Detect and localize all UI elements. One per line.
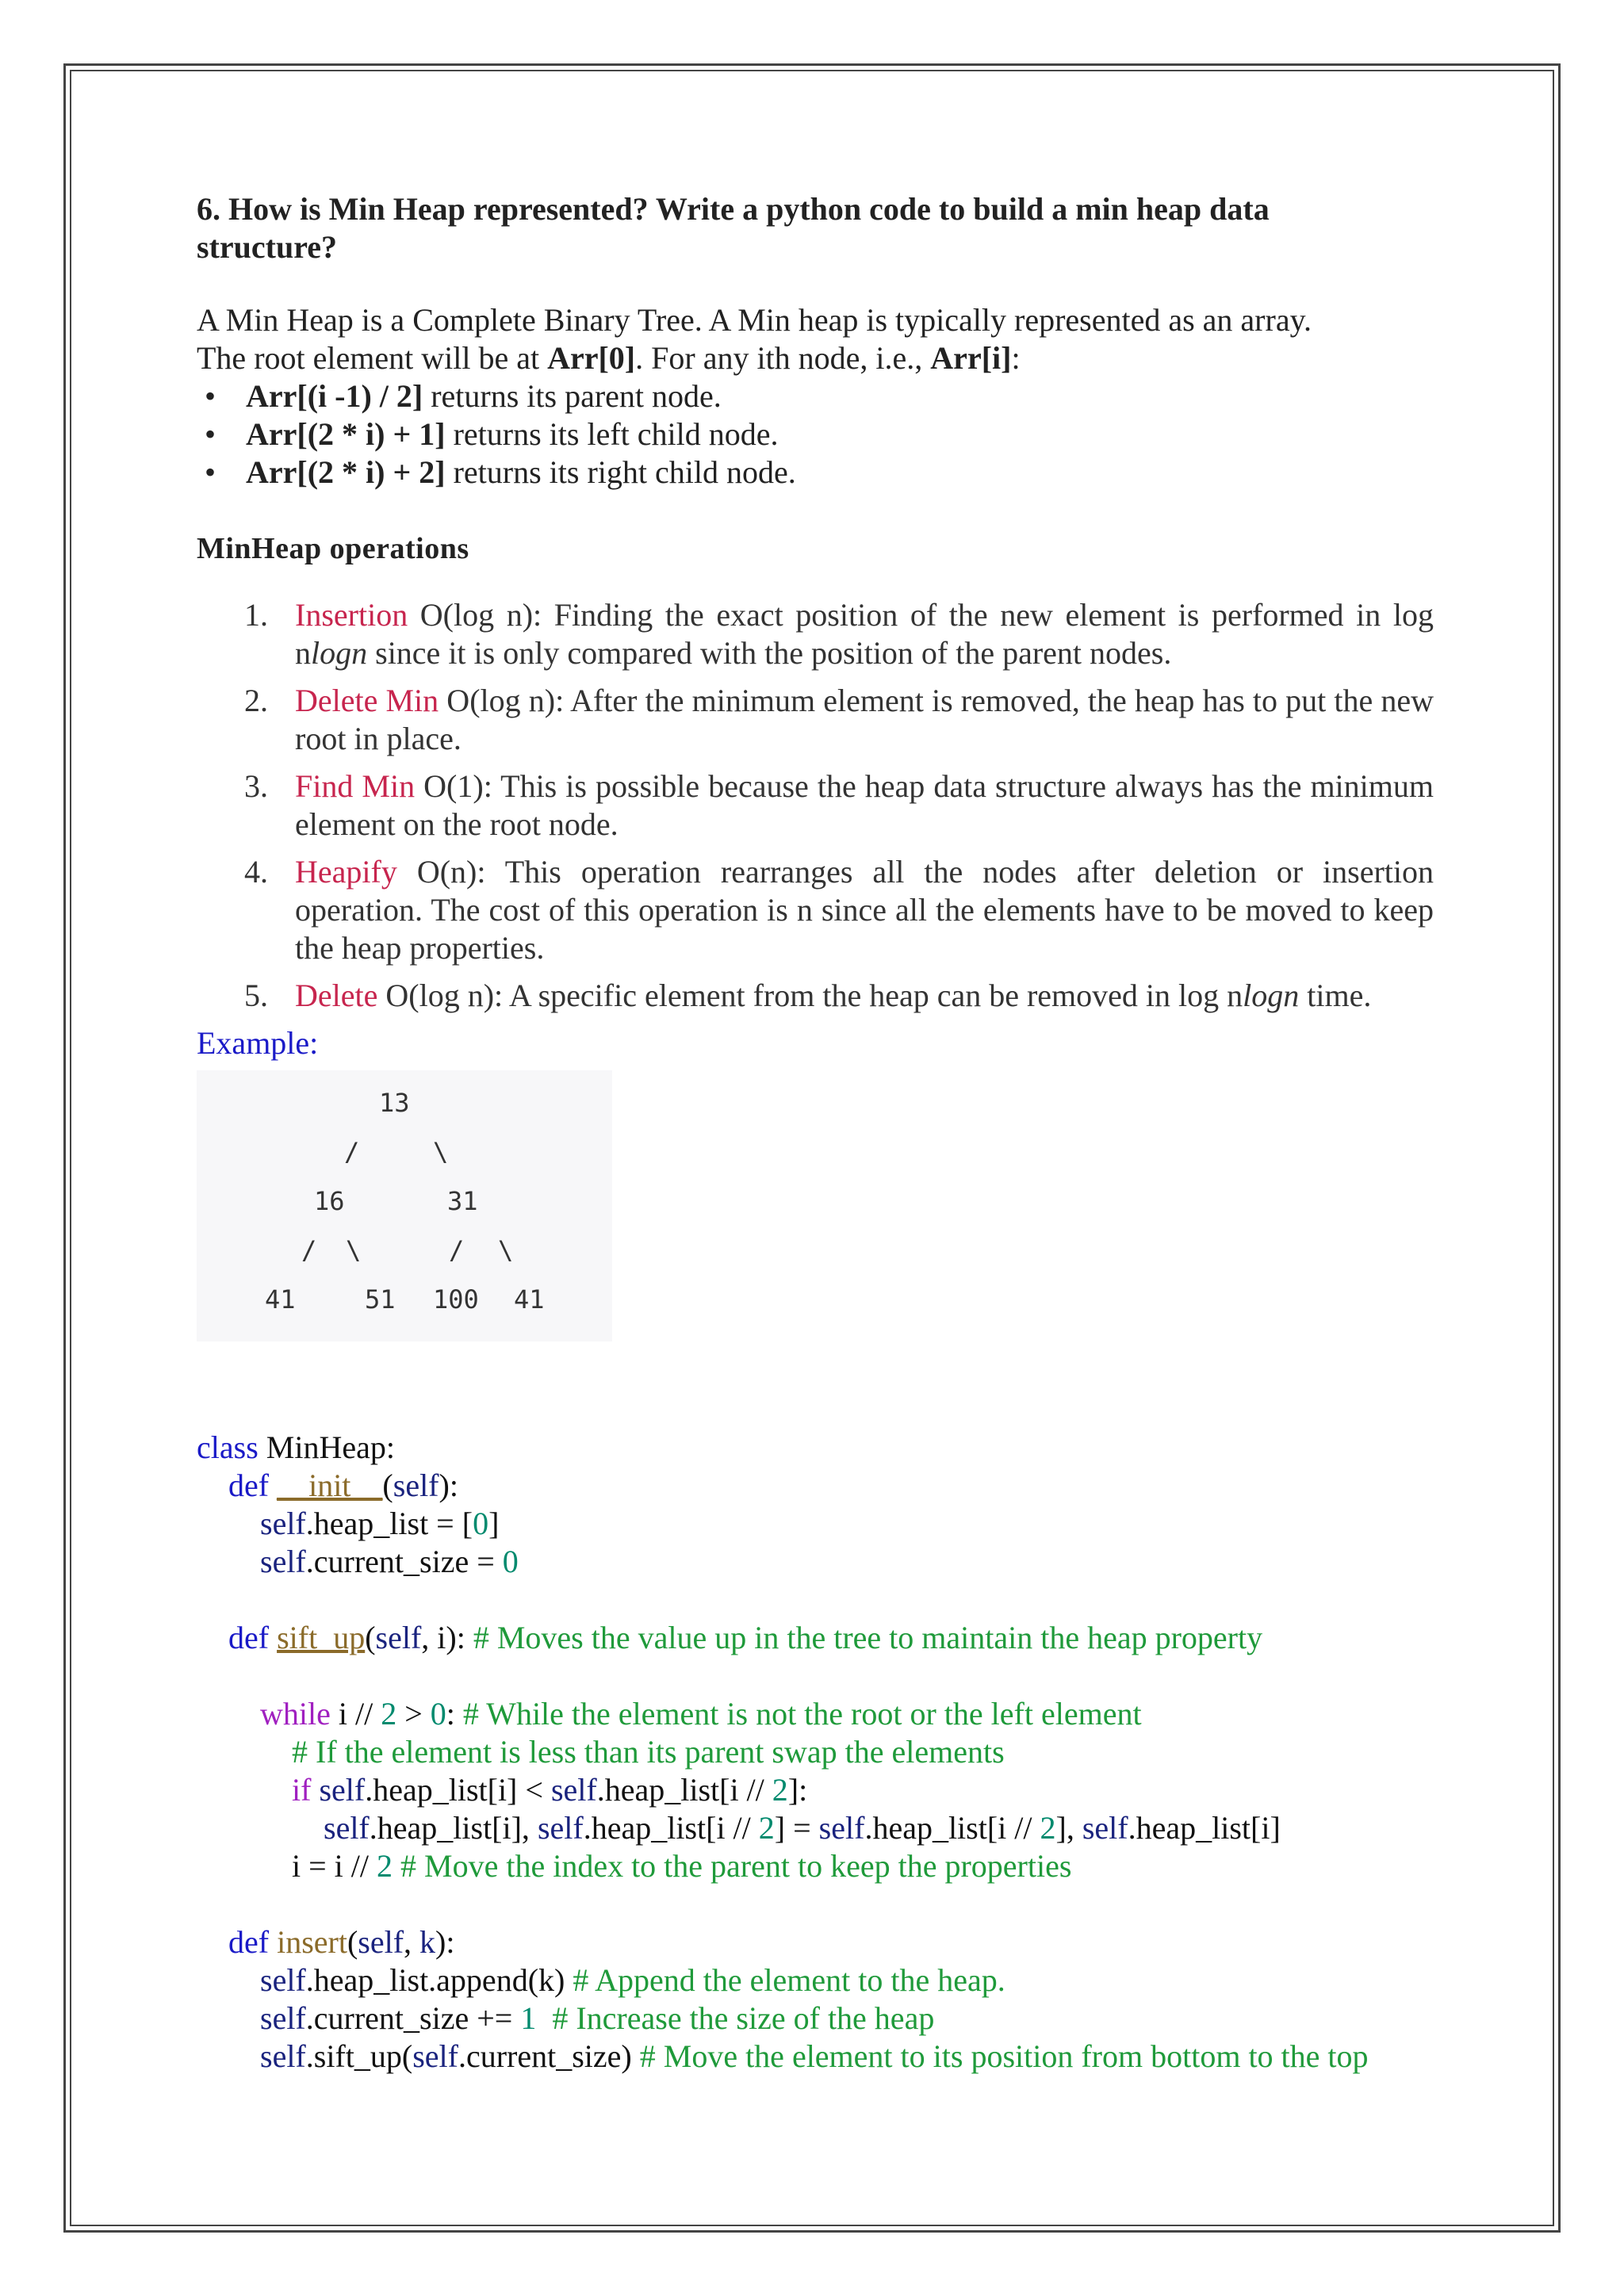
code-function-name: insert <box>277 1924 347 1960</box>
code-number: 2 <box>758 1810 775 1846</box>
code-line-sift-call <box>197 2038 1434 2076</box>
operation-description: O(n): This operation rearranges all the nodes after deletion or insertion operation. The cost of this operation is n since all the elements have to be moved to keep the heap properties. <box>295 854 1434 966</box>
code-keyword: def <box>228 1620 270 1655</box>
tree-node-100: 100 <box>433 1284 479 1314</box>
code-text: .heap_list[i] <box>1128 1810 1281 1846</box>
code-self: self <box>260 1544 306 1579</box>
code-self: self <box>412 2038 458 2074</box>
bullet-item-parent <box>197 377 1434 415</box>
question-line-1: 6. How is Min Heap represented? Write a python code to build a min heap data <box>197 191 1270 227</box>
intro-line-1: A Min Heap is a Complete Binary Tree. A Min heap is typically represented as an array. <box>197 302 1312 338</box>
operations-heading: MinHeap operations <box>197 532 469 565</box>
operation-item-heapify <box>197 853 1434 967</box>
code-line-current-size <box>197 1543 1434 1581</box>
code-number: 1 <box>520 2000 537 2036</box>
question-heading <box>197 190 1434 266</box>
item-number: 4. <box>244 854 268 890</box>
code-text: MinHeap: <box>258 1429 395 1465</box>
code-keyword: class <box>197 1429 259 1465</box>
code-self: self <box>319 1772 366 1808</box>
item-number: 2. <box>244 683 268 718</box>
code-line-if-comment <box>197 1733 1434 1771</box>
example-label: Example: <box>197 1025 319 1061</box>
code-line-blank <box>197 1885 1434 1923</box>
tree-node-41-left: 41 <box>265 1284 296 1314</box>
tree-node-31: 31 <box>447 1186 478 1216</box>
code-line-i-assign <box>197 1847 1434 1885</box>
question-line-2: structure? <box>197 229 337 265</box>
code-self: self <box>375 1620 422 1655</box>
bullet-formula: Arr[(2 * i) + 1] <box>246 416 446 452</box>
code-line-blank <box>197 1657 1434 1695</box>
code-keyword: def <box>228 1924 270 1960</box>
operation-item-delete <box>197 977 1434 1015</box>
code-comment: # Append the element to the heap. <box>573 1962 1005 1998</box>
code-self: self <box>260 2000 306 2036</box>
code-self: self <box>393 1468 439 1503</box>
python-code-block <box>197 1429 1434 2076</box>
operation-description: O(log n): Finding the exact position of the new element is performed in log n <box>295 597 1434 671</box>
bullet-dot: • <box>205 454 216 490</box>
bullet-text: returns its parent node. <box>423 378 722 414</box>
code-line-if <box>197 1771 1434 1809</box>
bullet-text: returns its left child node. <box>445 416 779 452</box>
code-line-heap-list <box>197 1505 1434 1543</box>
code-text: i // <box>330 1696 381 1732</box>
operation-italic: logn <box>311 635 368 671</box>
code-number: 0 <box>473 1506 489 1541</box>
tree-edge: \ <box>346 1235 362 1265</box>
tree-edge: \ <box>433 1137 449 1167</box>
code-text: .heap_list[i // <box>583 1810 759 1846</box>
operation-name: Heapify <box>295 854 397 890</box>
code-text: ( <box>382 1468 393 1503</box>
code-self: self <box>358 1924 404 1960</box>
code-text: .heap_list.append(k) <box>305 1962 573 1998</box>
code-line-append <box>197 1961 1434 1999</box>
code-text: ( <box>347 1924 358 1960</box>
code-text: ] = <box>774 1810 819 1846</box>
code-line-size-inc <box>197 1999 1434 2038</box>
operation-description-end: time. <box>1299 978 1372 1013</box>
code-line-def-insert <box>197 1923 1434 1961</box>
tree-node-13: 13 <box>379 1088 410 1118</box>
code-text: .heap_list[i] < <box>365 1772 551 1808</box>
intro-paragraph <box>197 301 1434 377</box>
code-line-def-sift-up <box>197 1619 1434 1657</box>
operation-description: O(log n): After the minimum element is removed, the heap has to put the new root in place. <box>295 683 1434 756</box>
code-number: 2 <box>381 1696 397 1732</box>
code-function-name: sift_up <box>277 1620 366 1655</box>
code-text: ] <box>488 1506 500 1541</box>
operation-description: O(1): This is possible because the heap data structure always has the minimum element on the root node. <box>295 768 1434 842</box>
code-text: .current_size) <box>458 2038 640 2074</box>
code-text: .current_size += <box>305 2000 521 2036</box>
code-function-name: __init__ <box>277 1468 383 1503</box>
code-line-swap <box>197 1809 1434 1847</box>
tree-node-41-right: 41 <box>514 1284 545 1314</box>
code-param: k <box>419 1924 436 1960</box>
item-number: 3. <box>244 768 268 804</box>
intro-arri: Arr[i] <box>930 340 1012 376</box>
code-text: ): <box>439 1468 458 1503</box>
operation-italic: logn <box>1243 978 1300 1013</box>
bullet-text: returns its right child node. <box>445 454 796 490</box>
code-self: self <box>550 1772 597 1808</box>
code-text: .heap_list = [ <box>305 1506 473 1541</box>
code-comment: # Moves the value up in the tree to maintain the heap property <box>473 1620 1263 1655</box>
bullet-item-left-child <box>197 415 1434 453</box>
code-text: i = i // <box>292 1848 377 1884</box>
intro-arr0: Arr[0] <box>547 340 636 376</box>
code-self: self <box>260 1962 306 1998</box>
tree-node-51: 51 <box>365 1284 396 1314</box>
code-keyword: while <box>260 1696 331 1732</box>
item-number: 1. <box>244 597 268 633</box>
tree-edge: / <box>301 1235 317 1265</box>
code-number: 2 <box>1040 1810 1056 1846</box>
code-text: .heap_list[i // <box>596 1772 772 1808</box>
code-keyword: if <box>292 1772 312 1808</box>
code-text: ): <box>435 1924 455 1960</box>
code-self: self <box>324 1810 370 1846</box>
code-text: .current_size = <box>305 1544 503 1579</box>
operation-name: Delete <box>295 978 378 1013</box>
code-line-def-init <box>197 1467 1434 1505</box>
code-text: > <box>396 1696 431 1732</box>
index-bullet-list <box>197 377 1434 492</box>
code-comment: # Move the index to the parent to keep the properties <box>393 1848 1072 1884</box>
bullet-item-right-child <box>197 453 1434 492</box>
tree-edge: / <box>344 1137 360 1167</box>
code-self: self <box>1082 1810 1128 1846</box>
code-line-blank <box>197 1581 1434 1619</box>
operation-item-find-min <box>197 767 1434 844</box>
code-self: self <box>260 1506 306 1541</box>
bullet-formula: Arr[(i -1) / 2] <box>246 378 423 414</box>
code-text: .heap_list[i // <box>864 1810 1040 1846</box>
code-number: 2 <box>772 1772 788 1808</box>
heap-tree-example <box>197 1070 612 1341</box>
code-self: self <box>260 2038 306 2074</box>
code-comment: # While the element is not the root or the left element <box>462 1696 1142 1732</box>
code-number: 0 <box>502 1544 519 1579</box>
code-keyword: def <box>228 1468 270 1503</box>
bullet-dot: • <box>205 378 216 414</box>
intro-line-2-mid: . For any ith node, i.e., <box>635 340 931 376</box>
code-line-class <box>197 1429 1434 1467</box>
tree-node-16: 16 <box>314 1186 345 1216</box>
operations-list <box>197 596 1434 1015</box>
operation-name: Delete Min <box>295 683 439 718</box>
code-text: .sift_up( <box>305 2038 413 2074</box>
code-text: .heap_list[i], <box>369 1810 538 1846</box>
code-text: ( <box>365 1620 376 1655</box>
tree-edge: / <box>449 1235 465 1265</box>
operation-description-end: since it is only compared with the position of the parent nodes. <box>367 635 1172 671</box>
code-comment: # If the element is less than its parent swap the elements <box>292 1734 1005 1770</box>
operation-name: Find Min <box>295 768 416 804</box>
document-content <box>197 190 1434 2076</box>
bullet-dot: • <box>205 416 216 452</box>
tree-edge: \ <box>498 1235 514 1265</box>
code-self: self <box>818 1810 865 1846</box>
operation-description: O(log n): A specific element from the heap can be removed in log n <box>377 978 1243 1013</box>
bullet-formula: Arr[(2 * i) + 2] <box>246 454 446 490</box>
operation-item-insertion <box>197 596 1434 672</box>
code-self: self <box>537 1810 584 1846</box>
code-text: , i): <box>421 1620 473 1655</box>
code-number: 2 <box>377 1848 393 1884</box>
operation-item-delete-min <box>197 682 1434 758</box>
intro-line-2-pre: The root element will be at <box>197 340 548 376</box>
item-number: 5. <box>244 978 268 1013</box>
operation-name: Insertion <box>295 597 408 633</box>
intro-line-2-end: : <box>1011 340 1021 376</box>
code-text: , <box>404 1924 420 1960</box>
code-comment: # Move the element to its position from bottom to the top <box>639 2038 1369 2074</box>
code-text: : <box>446 1696 463 1732</box>
code-text: ], <box>1055 1810 1082 1846</box>
code-comment: # Increase the size of the heap <box>536 2000 935 2036</box>
code-number: 0 <box>430 1696 446 1732</box>
code-line-while <box>197 1695 1434 1733</box>
code-text: ]: <box>787 1772 808 1808</box>
